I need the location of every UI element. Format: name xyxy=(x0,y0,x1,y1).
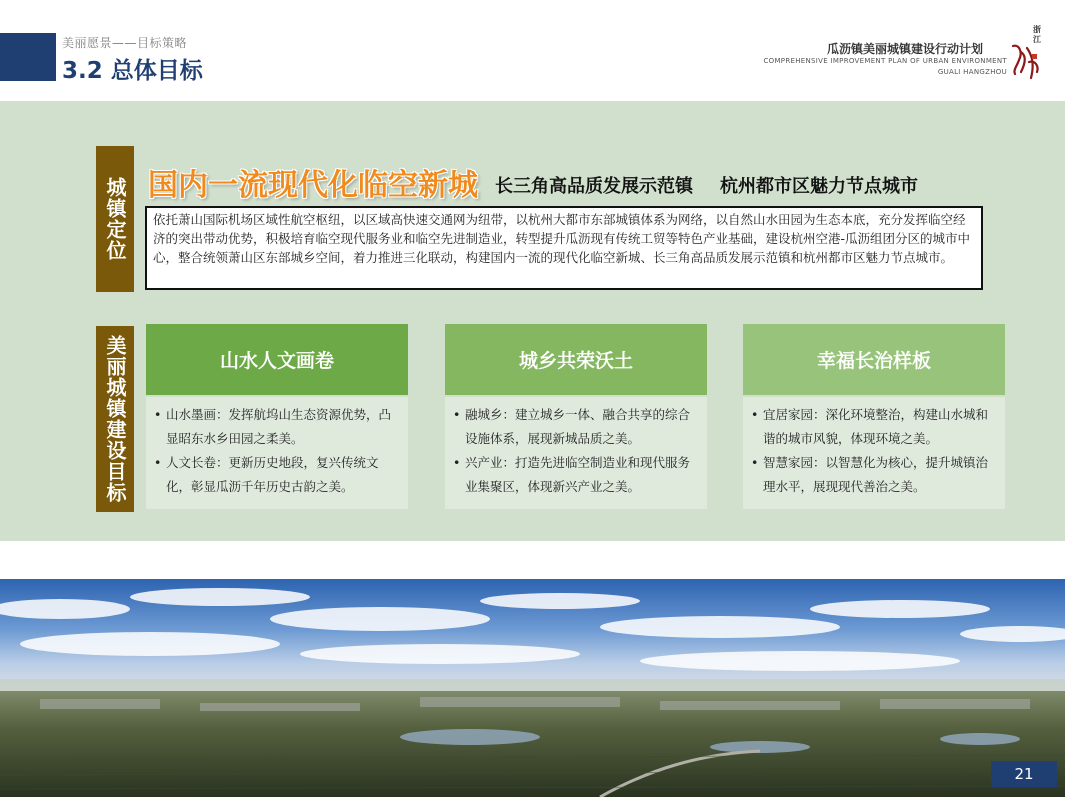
positioning-subtitle-1: 长三角高品质发展示范镇 xyxy=(495,176,693,197)
goal-card-header-3: 幸福长治样板 xyxy=(743,324,1005,395)
list-item: • 智慧家园：以智慧化为核心，提升城镇治理水平，展现现代善治之美。 xyxy=(751,451,997,499)
list-item: • 山水墨画：发挥航坞山生态资源优势，凸显昭东水乡田园之柔美。 xyxy=(154,403,400,451)
goal-card-body-2 xyxy=(445,397,707,509)
plan-title-english xyxy=(647,56,1007,78)
goal-card-body-3 xyxy=(743,397,1005,509)
positioning-side-label: 城镇定位 xyxy=(96,146,134,292)
goals-side-label: 美丽城镇建设目标 xyxy=(96,326,134,512)
goal-card-header-1: 山水人文画卷 xyxy=(146,324,408,395)
list-item: • 人文长卷：更新历史地段，复兴传统文化，彰显瓜沥千年历史古韵之美。 xyxy=(154,451,400,499)
page-title: 3.2 总体目标 xyxy=(62,58,203,84)
positioning-subtitle-2: 杭州都市区魅力节点城市 xyxy=(720,176,918,197)
page-number: 21 xyxy=(991,761,1057,787)
plan-title-english-line1: COMPREHENSIVE IMPROVEMENT PLAN OF URBAN ENVIRONMENT xyxy=(763,57,1007,65)
list-item: • 兴产业：打造先进临空制造业和现代服务业集聚区，体现新兴产业之美。 xyxy=(453,451,699,499)
aerial-town-landscape-photo xyxy=(0,579,1065,797)
goal-card-body-1 xyxy=(146,397,408,509)
list-item: • 宜居家园：深化环境整治，构建山水城和谐的城市风貌，体现环境之美。 xyxy=(751,403,997,451)
positioning-description: 依托萧山国际机场区域性航空枢纽，以区域高快速交通网为纽带，以杭州大都市东部城镇体系为网络，以自然山水田园为生态本底，充分发挥临空经济的突出带动优势，积极培育临空现代服务业和临空先进制造业，转型提升瓜沥现有传统工贸等特色产业基础，建设杭州空港-瓜沥组团分区的城市中心，整合统领萧山区东部城乡空间，着力推进三化联动，构建国内一流的现代化临空新城、长三角高品质发展示范镇和杭州都市区魅力节点城市。 xyxy=(145,206,983,290)
plan-title: 瓜沥镇美丽城镇建设行动计划 xyxy=(826,42,983,56)
plan-title-english-line2: GUALI HANGZHOU xyxy=(937,68,1007,76)
svg-text:江: 江 xyxy=(1033,35,1041,44)
list-item: • 融城乡：建立城乡一体、融合共享的综合设施体系，展现新城品质之美。 xyxy=(453,403,699,451)
goal-card-header-2: 城乡共荣沃土 xyxy=(445,324,707,395)
section-subtitle: 美丽愿景——目标策略 xyxy=(62,36,188,50)
calligraphy-seal-logo xyxy=(1009,22,1045,82)
positioning-main-title: 国内一流现代化临空新城 xyxy=(148,168,478,203)
header-accent-block xyxy=(0,33,56,81)
svg-text:浙: 浙 xyxy=(1033,25,1041,34)
